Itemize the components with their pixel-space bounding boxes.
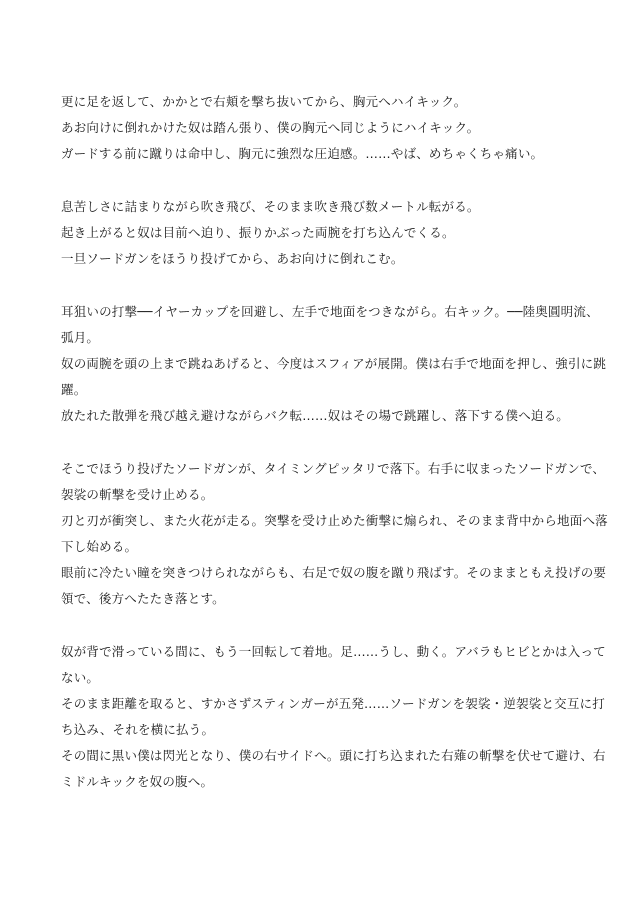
- text-line: あお向けに倒れかけた奴は踏ん張り、僕の胸元へ同じようにハイキック。: [61, 120, 480, 135]
- text-line: 息苦しさに詰まりながら吹き飛び、そのまま吹き飛び数メートル転がる。: [61, 199, 480, 214]
- text-line: その間に黒い僕は閃光となり、僕の右サイドへ。頭に打ち込まれた右薙の斬撃を伏せて避け、右: [61, 748, 606, 763]
- text-line: 放たれた散弾を飛び越え避けながらバク転……奴はその場で跳躍し、落下する僕へ迫る。: [61, 408, 570, 423]
- text-line: 下し始める。: [61, 539, 138, 554]
- text-line: そこでほうり投げたソードガンが、タイミングピッタリで落下。右手に収まったソードガンで、: [61, 461, 606, 476]
- text-line: 眼前に冷たい瞳を突きつけられながらも、右足で奴の腹を蹴り飛ばす。そのままともえ投げの要: [61, 565, 607, 580]
- text-line: 刃と刃が衝突し、また火花が走る。突撃を受け止めた衝撃に煽られ、そのまま背中から地面へ落: [61, 513, 608, 528]
- text-line: そのまま距離を取ると、すかさずスティンガーが五発……ソードガンを袈裟・逆袈裟と交互に打: [61, 696, 605, 711]
- text-line: 弧月。: [61, 330, 100, 345]
- body-text: [61, 89, 608, 795]
- paragraph-gap: [61, 429, 581, 456]
- text-line: 奴が背で滑っている間に、もう一回転して着地。足……うし、動く。アバラもヒビとかは入って: [61, 644, 606, 659]
- paragraph-gap: [61, 167, 581, 194]
- text-line: ない。: [61, 670, 100, 685]
- text-line: ミドルキックを奴の腹へ。: [61, 774, 214, 789]
- paragraph-gap: [61, 612, 581, 639]
- text-line: 更に足を返して、かかとで右頬を撃ち抜いてから、胸元へハイキック。: [61, 94, 467, 109]
- text-line: 袈裟の斬撃を受け止める。: [61, 487, 214, 502]
- text-line: 耳狙いの打撃──イヤーカップを回避し、左手で地面をつきながら。右キック。──陸奥圓明流、: [61, 304, 599, 319]
- text-line: 一旦ソードガンをほうり投げてから、あお向けに倒れこむ。: [61, 251, 404, 266]
- text-line: ち込み、それを横に払う。: [61, 722, 215, 737]
- paragraph-gap: [61, 272, 581, 299]
- text-line: 起き上がると奴は目前へ迫り、振りかぶった両腕を打ち込んでくる。: [61, 225, 455, 240]
- text-line: ガードする前に蹴りは命中し、胸元に強烈な圧迫感。……やば、めちゃくちゃ痛い。: [61, 146, 544, 161]
- text-line: 奴の両腕を頭の上まで跳ねあげると、今度はスフィアが展開。僕は右手で地面を押し、強引に跳: [61, 356, 607, 371]
- text-line: 躍。: [61, 382, 87, 397]
- text-line: 領で、後方へたたき落とす。: [61, 591, 225, 606]
